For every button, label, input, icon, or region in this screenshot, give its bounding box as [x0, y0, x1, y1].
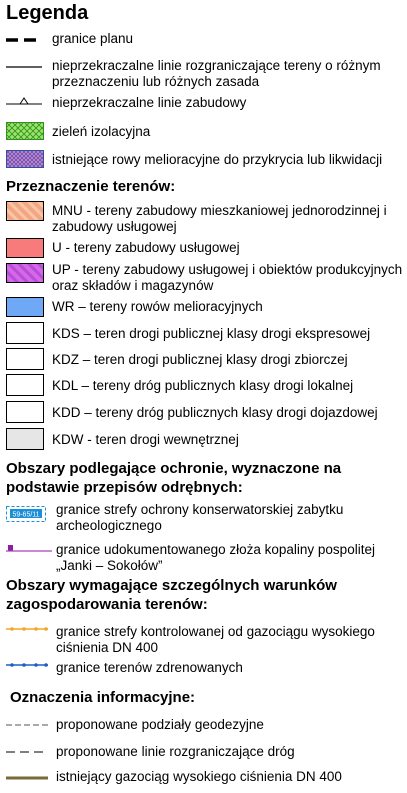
gas-control-zone-symbol [6, 626, 48, 632]
special-heading: Obszary wymagające szczególnych warunków zagospodarowania terenów: [6, 577, 337, 613]
legend-item-wr: WR – tereny rowów melioracyjnych [52, 299, 263, 314]
legend-item-archaeological-zone: granice strefy ochrony konserwatorskiej zabytku archeologicznego [56, 502, 344, 533]
info-heading: Oznaczenia informacyjne: [10, 689, 196, 706]
legend-item-mnu: MNU - tereny zabudowy mieszkaniowej jednorodzinnej i zabudowy usługowej [52, 203, 387, 234]
wr-swatch [6, 297, 44, 317]
legend-item-proposed-road-lines: proponowane linie rozgraniczające dróg [56, 744, 295, 759]
legend-item-delimiting-lines: nieprzekraczalne linie rozgraniczające tereny o różnym przeznaczeniu lub różnych zasada [52, 58, 381, 89]
legend-item-kdd: KDD – tereny dróg publicznych klasy drogi dojazdowej [52, 405, 378, 420]
legend-item-plan-boundary: granice planu [52, 31, 134, 46]
deposit-boundary-symbol [6, 544, 52, 554]
proposed-divisions-symbol [6, 724, 48, 726]
proposed-road-lines-symbol [6, 751, 48, 753]
drainage-ditch-swatch [6, 150, 44, 168]
building-line-symbol [6, 96, 42, 106]
green-buffer-swatch [6, 122, 44, 140]
legend-item-gas-pipeline: istniejący gazociąg wysokiego ciśnienia DN 400 [56, 769, 342, 784]
up-swatch [6, 263, 44, 283]
legend-item-building-lines: nieprzekraczalne linie zabudowy [52, 95, 247, 110]
legend-item-u: U - tereny zabudowy usługowej [52, 240, 240, 255]
legend-item-drained-areas: granice terenów zdrenowanych [56, 660, 243, 675]
delimiting-line-symbol [6, 66, 42, 68]
legend-item-up: UP - tereny zabudowy usługowej i obiektów produkcyjnych oraz składów i magazynów [52, 262, 403, 293]
protected-heading: Obszary podlegające ochronie, wyznaczone na podstawie przepisów odrębnych: [6, 460, 342, 496]
kdw-swatch [6, 428, 44, 450]
legend-item-drainage-ditches: istniejące rowy melioracyjne do przykrycia lub likwidacji [52, 152, 383, 167]
kds-swatch [6, 322, 44, 344]
kdd-swatch [6, 401, 44, 423]
purpose-heading: Przeznaczenie terenów: [6, 178, 176, 195]
legend-item-kdw: KDW - teren drogi wewnętrznej [52, 432, 239, 447]
legend-title: Legenda [6, 2, 89, 24]
legend-item-gas-control-zone: granice strefy kontrolowanej od gazociągu wysokiego ciśnienia DN 400 [56, 624, 375, 655]
drained-areas-symbol [6, 662, 48, 668]
mnu-swatch [6, 201, 44, 221]
kdl-swatch [6, 374, 44, 396]
legend-item-kds: KDS – teren drogi publicznej klasy drogi ekspresowej [52, 326, 371, 341]
gas-pipeline-symbol [6, 776, 48, 780]
legend-item-green-buffer: zieleń izolacyjna [52, 124, 151, 139]
plan-boundary-symbol [6, 38, 42, 42]
kdz-swatch [6, 348, 44, 370]
legend-item-proposed-divisions: proponowane podziały geodezyjne [56, 717, 264, 732]
legend-item-deposit-boundary: granice udokumentowanego złoża kopaliny pospolitej „Janki – Sokołów” [56, 542, 375, 573]
archaeological-zone-code: 59-65/11 [12, 511, 40, 519]
legend-item-kdl: KDL – tereny dróg publicznych klasy drogi lokalnej [52, 378, 354, 393]
legend-item-kdz: KDZ – teren drogi publicznej klasy drogi zbiorczej [52, 352, 348, 367]
u-swatch [6, 238, 44, 258]
archaeological-zone-symbol [6, 506, 46, 522]
